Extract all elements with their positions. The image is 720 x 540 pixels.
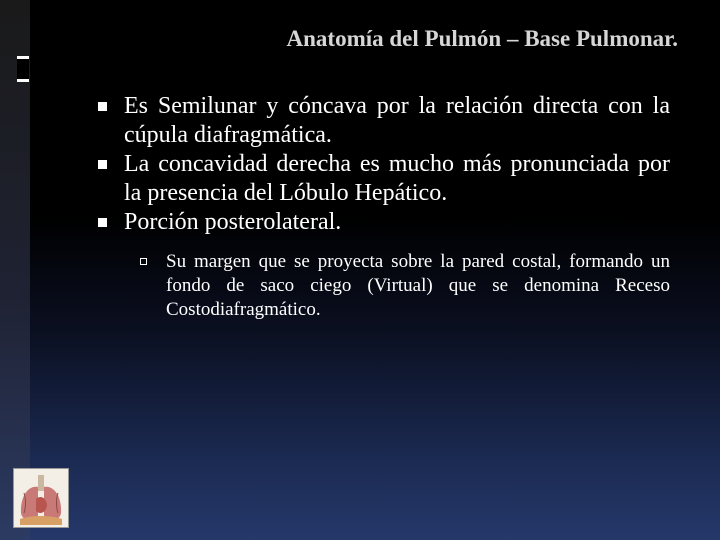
- left-accent-square-inner: [17, 59, 29, 79]
- lung-anatomy-image: [13, 468, 69, 528]
- sub-bullet-item: [140, 250, 670, 322]
- square-bullet-icon: [98, 218, 107, 227]
- hollow-square-bullet-icon: [140, 258, 147, 265]
- bullet-text: Porción posterolateral.: [124, 209, 342, 235]
- bullet-text: La concavidad derecha es mucho más pronunciada por la presencia del Lóbulo Hepático.: [124, 151, 670, 206]
- bullet-item: [98, 208, 670, 237]
- bullet-item: [98, 150, 670, 208]
- square-bullet-icon: [98, 102, 107, 111]
- square-bullet-icon: [98, 160, 107, 169]
- slide-content: [98, 92, 670, 322]
- lung-illustration-icon: [14, 469, 68, 527]
- slide-title: Anatomía del Pulmón – Base Pulmonar.: [286, 26, 678, 51]
- bullet-text: Es Semilunar y cóncava por la relación directa con la cúpula diafragmática.: [124, 93, 670, 148]
- bullet-item: [98, 92, 670, 150]
- sub-bullet-text: Su margen que se proyecta sobre la pared costal, formando un fondo de saco ciego (Virtual) que se denomina Receso Costodiafragmático.: [166, 251, 670, 320]
